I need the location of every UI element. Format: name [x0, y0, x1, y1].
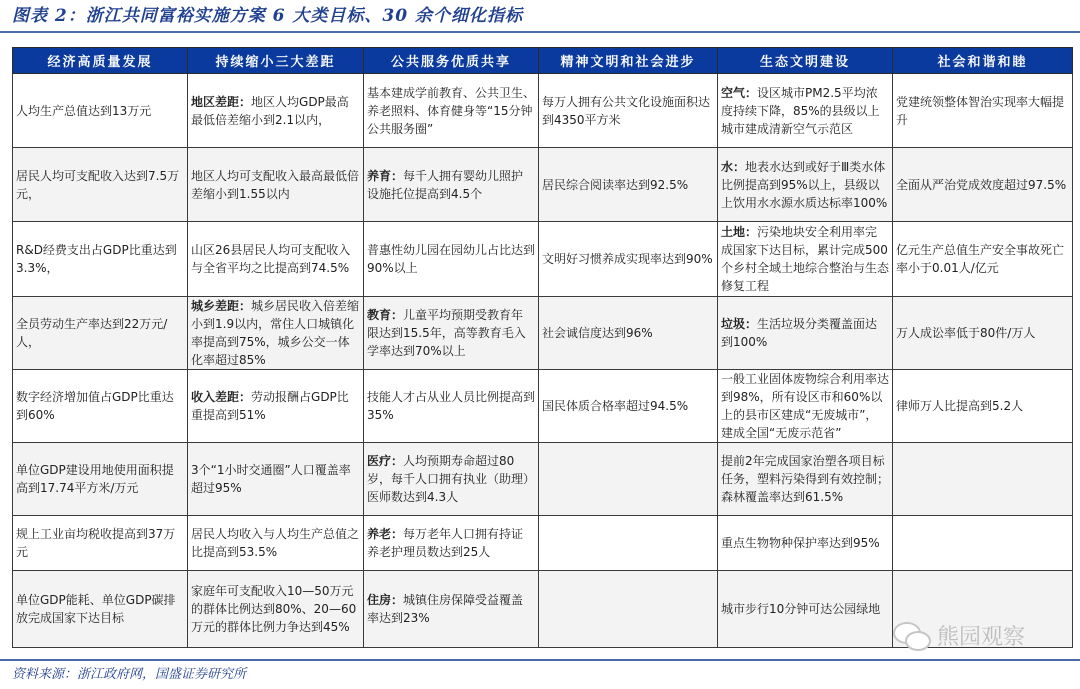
- cell-text: 人均生产总值达到13万元: [16, 103, 152, 118]
- table-cell: [364, 571, 539, 648]
- cell-label: 地区差距：: [191, 94, 252, 109]
- table-row: [13, 443, 1073, 516]
- table-cell: [539, 516, 718, 571]
- table-cell: [188, 370, 364, 443]
- cell-text: 万人成讼率低于80件/万人: [896, 326, 1036, 340]
- table-cell: [364, 297, 539, 370]
- table-cell: [893, 74, 1073, 148]
- cell-text: 基本建成学前教育、公共卫生、养老照料、体育健身等“15分钟公共服务圈”: [367, 85, 536, 136]
- watermark-text: 熊园观察: [937, 625, 1026, 650]
- header-gaps: 持续缩小三大差距: [188, 48, 364, 74]
- header-public-services: 公共服务优质共享: [364, 48, 539, 74]
- table-cell: [13, 443, 188, 516]
- table-cell: [364, 74, 539, 148]
- table-cell: [539, 297, 718, 370]
- cell-text: 山区26县居民人均可支配收入与全省平均之比提高到74.5%: [191, 243, 351, 275]
- cell-text: 居民人均收入与人均生产总值之比提高到53.5%: [191, 527, 360, 559]
- table-row: [13, 516, 1073, 571]
- cell-text: 儿童平均预期受教育年限达到15.5年，高等教育毛入学率达到70%以上: [367, 308, 526, 358]
- table-cell: [13, 148, 188, 222]
- cell-text: 重点生物物种保护率达到95%: [721, 536, 880, 550]
- cell-text: 每万老年人口拥有持证养老护理员数达到25人: [367, 527, 524, 559]
- table-cell: [718, 297, 893, 370]
- source-note: 资料来源：浙江政府网，国盛证券研究所: [12, 667, 247, 682]
- header-economy: 经济高质量发展: [13, 48, 188, 74]
- cell-text: 党建统领整体智治实现率大幅提升: [896, 94, 1065, 127]
- table-cell: [718, 222, 893, 297]
- watermark: [893, 620, 1025, 651]
- table-cell: [539, 443, 718, 516]
- cell-text: 居民综合阅读率达到92.5%: [542, 177, 689, 192]
- cell-text: 每万人拥有公共文化设施面积达到4350平方米: [542, 94, 711, 127]
- cell-text: 地区人均可支配收入最高最低倍差缩小到1.55以内: [191, 168, 360, 201]
- table-cell: [718, 74, 893, 148]
- cell-text: 国民体质合格率超过94.5%: [542, 399, 689, 413]
- targets-table: [12, 47, 1073, 648]
- table-cell: [718, 516, 893, 571]
- cell-text: 城镇住房保障受益覆盖率达到23%: [367, 593, 524, 625]
- table-cell: [188, 297, 364, 370]
- cell-label: 养育：: [367, 168, 404, 183]
- cell-text: 3个“1小时交通圈”人口覆盖率超过95%: [191, 463, 351, 495]
- cell-label: 水：: [721, 159, 746, 174]
- cell-label: 教育：: [367, 308, 404, 322]
- cell-text: 城市步行10分钟可达公园绿地: [721, 602, 881, 616]
- table-cell: [364, 370, 539, 443]
- cell-text: 文明好习惯养成实现率达到90%: [542, 252, 713, 266]
- table-cell: [13, 370, 188, 443]
- cell-label: 养老：: [367, 527, 404, 541]
- table-cell: [188, 571, 364, 648]
- cell-text: 城乡居民收入倍差缩小到1.9以内，常住人口城镇化率提高到75%，城乡公交一体化率超过85%: [191, 299, 360, 367]
- cell-label: 住房：: [367, 593, 404, 607]
- table-cell: [13, 297, 188, 370]
- cell-text: 普惠性幼儿园在园幼儿占比达到90%以上: [367, 243, 536, 275]
- cell-text: 居民人均可支配收入达到7.5万元，: [16, 168, 180, 201]
- table-cell: [364, 516, 539, 571]
- table-cell: [13, 74, 188, 148]
- table-cell: [893, 443, 1073, 516]
- cell-label: 城乡差距：: [191, 299, 252, 313]
- cell-label: 土地：: [721, 225, 758, 239]
- table-row: [13, 74, 1073, 148]
- bottom-divider: [0, 659, 1080, 661]
- table-cell: [539, 222, 718, 297]
- table-cell: [13, 516, 188, 571]
- cell-label: 医疗：: [367, 454, 404, 468]
- table-cell: [893, 370, 1073, 443]
- cell-text: 生活垃圾分类覆盖面达到100%: [721, 317, 878, 349]
- cell-text: 污染地块安全利用率完成国家下达目标，累计完成500个乡村全域土地综合整治与生态修复工程: [721, 225, 890, 293]
- cell-text: 设区城市PM2.5平均浓度持续下降，85%的县级以上城市建成清新空气示范区: [721, 85, 880, 136]
- table-cell: [188, 443, 364, 516]
- table-header-row: [13, 48, 1073, 74]
- cell-text: 每千人拥有婴幼儿照护设施托位提高到4.5个: [367, 168, 524, 201]
- table-cell: [13, 571, 188, 648]
- table-cell: [364, 148, 539, 222]
- cell-text: 提前2年完成国家治塑各项目标任务，塑料污染得到有效控制；森林覆盖率达到61.5%: [721, 454, 890, 504]
- table-cell: [539, 370, 718, 443]
- cell-text: 亿元生产总值生产安全事故死亡率小于0.01人/亿元: [896, 243, 1065, 275]
- cell-text: 单位GDP能耗、单位GDP碳排放完成国家下达目标: [16, 593, 176, 625]
- table-cell: [718, 443, 893, 516]
- cell-text: 人均预期寿命超过80岁，每千人口拥有执业（助理）医师数达到4.3人: [367, 454, 536, 504]
- cell-text: 数字经济增加值占GDP比重达到60%: [16, 390, 174, 422]
- cell-text: 劳动报酬占GDP比重提高到51%: [191, 390, 349, 422]
- cell-text: 规上工业亩均税收提高到37万元: [16, 527, 176, 559]
- cell-text: 律师万人比提高到5.2人: [896, 399, 1024, 413]
- table-row: [13, 222, 1073, 297]
- table-cell: [539, 571, 718, 648]
- table-cell: [893, 516, 1073, 571]
- table-cell: [893, 148, 1073, 222]
- header-harmony: 社会和谐和睦: [893, 48, 1073, 74]
- table-cell: [718, 571, 893, 648]
- cell-text: 单位GDP建设用地使用面积提高到17.74平方米/万元: [16, 463, 174, 495]
- table-cell: [188, 74, 364, 148]
- table-cell: [539, 74, 718, 148]
- wechat-icon: [893, 622, 931, 650]
- cell-text: 家庭年可支配收入10—50万元的群体比例达到80%、20—60万元的群体比例力争达到45%: [191, 584, 357, 634]
- table-cell: [13, 222, 188, 297]
- table-row: [13, 297, 1073, 370]
- table-cell: [893, 222, 1073, 297]
- table-cell: [188, 148, 364, 222]
- table-cell: [539, 148, 718, 222]
- top-divider: [0, 31, 1080, 33]
- cell-label: 空气：: [721, 85, 758, 100]
- cell-text: 全面从严治党成效度超过97.5%: [896, 177, 1067, 192]
- table-cell: [188, 222, 364, 297]
- table-cell: [893, 297, 1073, 370]
- cell-text: 一般工业固体废物综合利用率达到98%，所有设区市和60%以上的县市区建成“无废城市”，建成全国“无废示范省”: [721, 372, 890, 440]
- table-cell: [718, 148, 893, 222]
- table-cell: [718, 370, 893, 443]
- table-cell: [364, 443, 539, 516]
- cell-text: 社会诚信度达到96%: [542, 326, 653, 340]
- cell-text: 地区人均GDP最高最低倍差缩小到2.1以内，: [191, 94, 349, 127]
- table-row: [13, 148, 1073, 222]
- cell-text: 地表水达到或好于Ⅲ类水体比例提高到95%以上，县级以上饮用水水源水质达标率100%: [721, 159, 888, 210]
- table-cell: [364, 222, 539, 297]
- header-civilization: 精神文明和社会进步: [539, 48, 718, 74]
- cell-text: 技能人才占从业人员比例提高到35%: [367, 390, 536, 422]
- cell-label: 垃圾：: [721, 317, 758, 331]
- table-row: [13, 370, 1073, 443]
- figure-title: 图表 2：浙江共同富裕实施方案 6 大类目标、30 余个细化指标: [12, 6, 523, 26]
- table-cell: [188, 516, 364, 571]
- cell-label: 收入差距：: [191, 390, 252, 404]
- cell-text: R&D经费支出占GDP比重达到3.3%，: [16, 243, 177, 275]
- cell-text: 全员劳动生产率达到22万元/人，: [16, 317, 168, 349]
- header-ecology: 生态文明建设: [718, 48, 893, 74]
